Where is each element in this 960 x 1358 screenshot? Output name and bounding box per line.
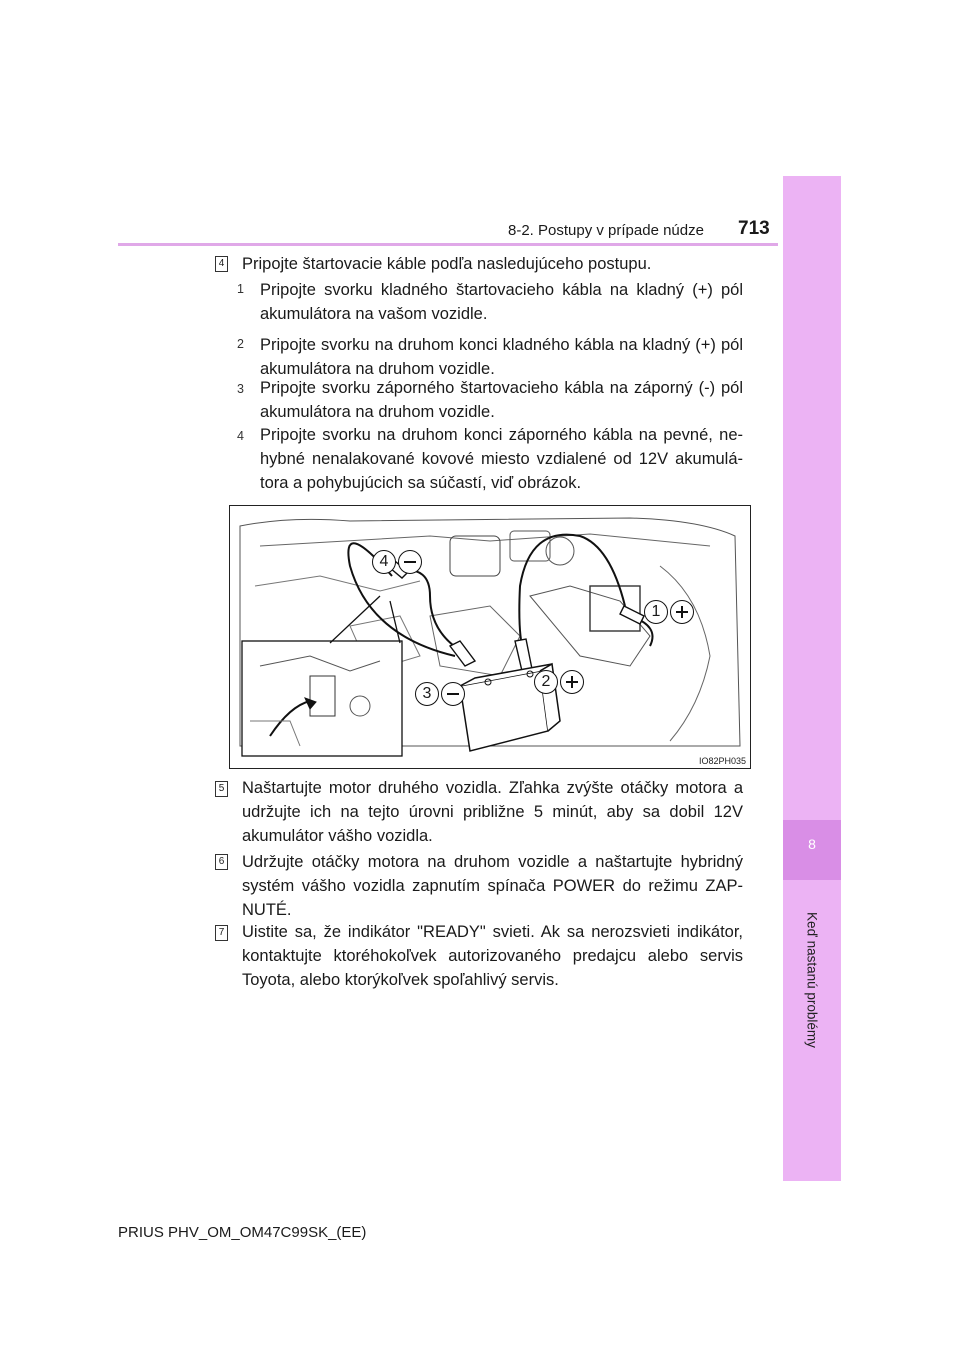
plus-icon: [560, 670, 584, 694]
chapter-label: Keď nastanú problémy: [804, 912, 820, 1048]
step-badge: 5: [215, 781, 228, 797]
substep-number: 4: [237, 429, 244, 443]
step-text: Naštartujte motor druhého vozidla. Zľahka zvýšte otáčky motora a udržujte ich na tejto úrovni približne 5 minút, aby sa dobil 12V akumulátor vášho vozidla.: [242, 779, 743, 845]
step-text: Pripojte štartovacie káble podľa nasledujúceho postupu.: [242, 255, 652, 273]
step-badge: 4: [215, 256, 228, 272]
substep-number: 2: [237, 337, 244, 351]
chapter-label-box: [782, 905, 842, 1055]
step-text: Uistite sa, že indikátor "READY" svieti. Ak sa nerozsvieti indikátor, kontaktujte ktoréhokoľvek autorizovaného predajcu alebo servis Toyota, alebo ktorýkoľvek spoľahlivý servis.: [242, 923, 743, 989]
page-number: 713: [738, 218, 770, 239]
step-text: Udržujte otáčky motora na druhom vozidle a naštartujte hybridný systém vášho vozidla zapnutím spínača POWER do režimu ZAP-NUTÉ.: [242, 853, 743, 919]
callout-3: 3: [415, 682, 439, 706]
callout-1: 1: [644, 600, 668, 624]
plus-icon: [670, 600, 694, 624]
jump-start-illustration: [229, 505, 751, 769]
header-rule: [118, 243, 778, 246]
substep-text: Pripojte svorku kladného štartovacieho kábla na kladný (+) pól akumulátora na vašom vozidle.: [260, 281, 743, 323]
callout-4: 4: [372, 550, 396, 574]
minus-icon: [398, 550, 422, 574]
figure-code: IO82PH035: [698, 756, 746, 766]
manual-code: PRIUS PHV_OM_OM47C99SK_(EE): [118, 1224, 367, 1241]
substep-text: Pripojte svorku záporného štartovacieho kábla na záporný (-) pól akumulátora na druhom vozidle.: [260, 379, 743, 421]
substep-text: Pripojte svorku na druhom konci kladného kábla na kladný (+) pól akumulátora na druhom vozidle.: [260, 336, 743, 378]
step-badge: 6: [215, 854, 228, 870]
section-title: 8-2. Postupy v prípade núdze: [508, 222, 704, 239]
chapter-number: 8: [808, 836, 816, 852]
engine-bay-drawing: [230, 506, 750, 768]
step-badge: 7: [215, 925, 228, 941]
chapter-number-tab: [783, 820, 841, 880]
callout-2: 2: [534, 670, 558, 694]
minus-icon: [441, 682, 465, 706]
substep-number: 3: [237, 382, 244, 396]
substep-number: 1: [237, 282, 244, 296]
substep-text: Pripojte svorku na druhom konci záporného kábla na pevné, ne-hybné nenalakované kovové miesto vzdialené od 12V akumulá-tora a pohybujúcich sa súčastí, viď obrázok.: [260, 426, 743, 492]
